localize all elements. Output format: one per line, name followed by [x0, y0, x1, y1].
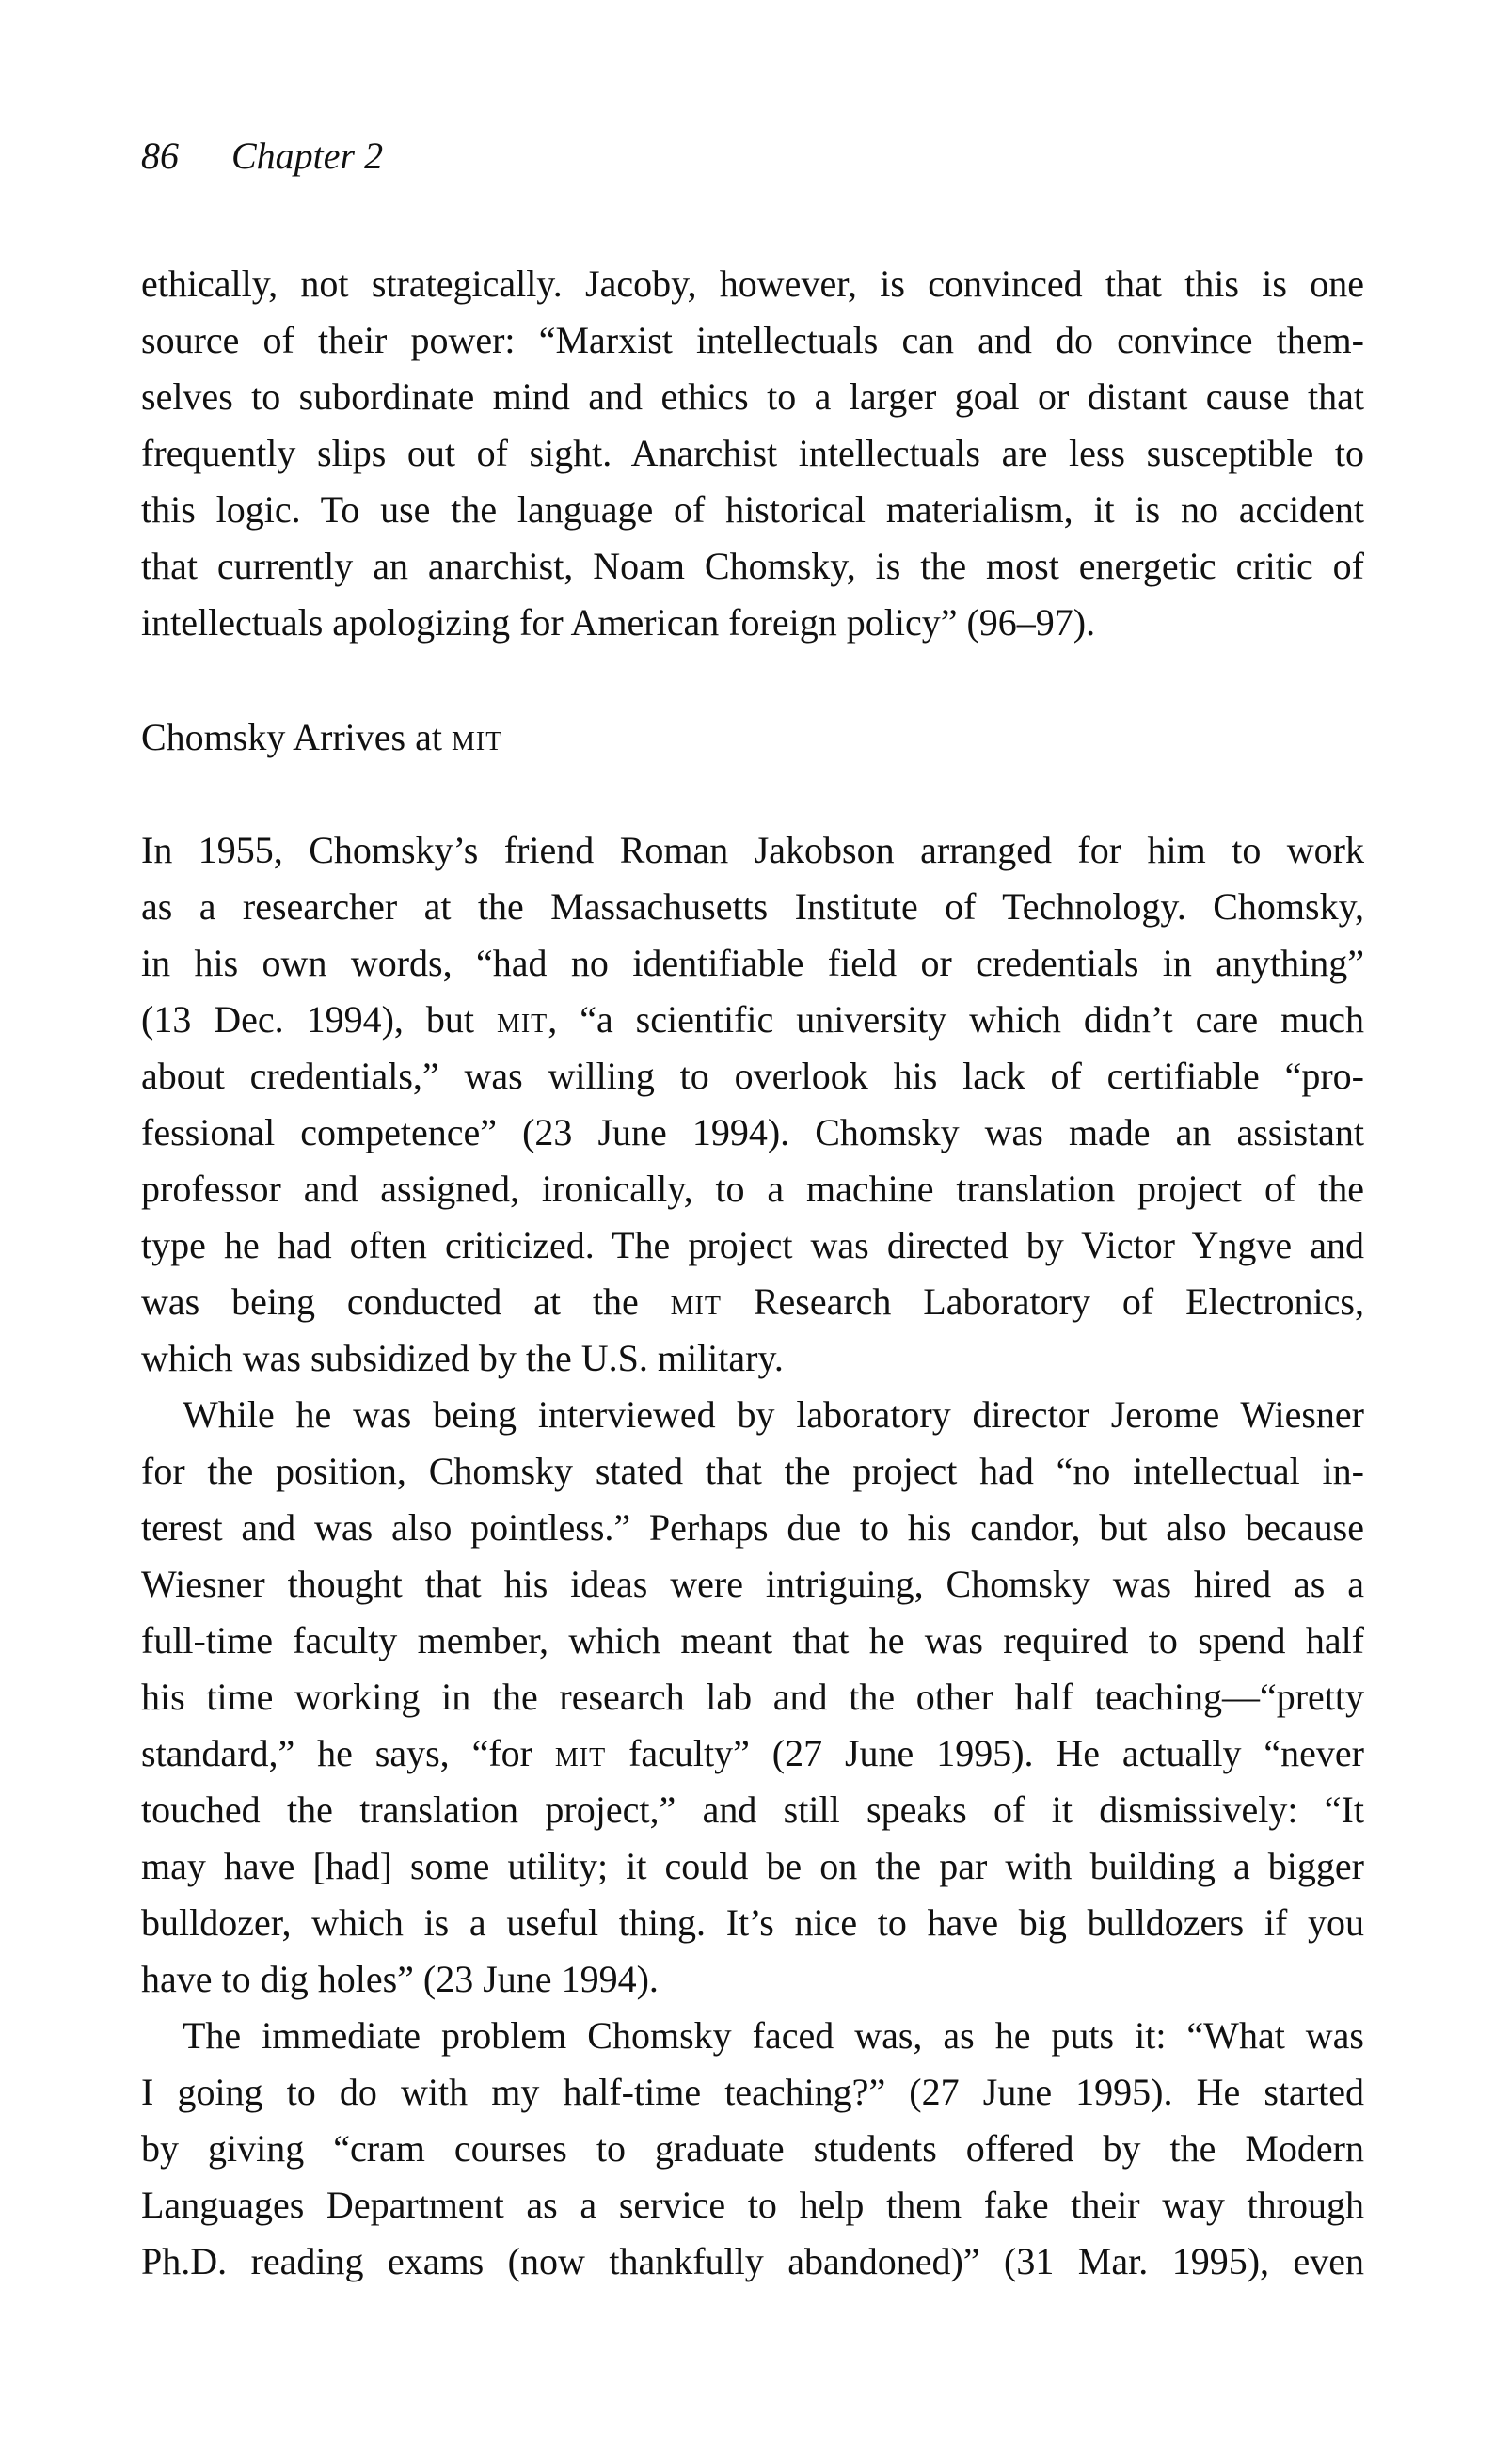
text-line: terest and was also pointless.” Perhaps due to his candor, but also because [141, 1506, 1364, 1549]
text-segment-smallcaps: mit [670, 1280, 722, 1323]
body-text [141, 256, 1364, 2290]
text-line: professor and assigned, ironically, to a machine translation project of the [141, 1168, 1364, 1210]
text-line: frequently slips out of sight. Anarchist intellectuals are less susceptible to [141, 432, 1364, 474]
text-line: full-time faculty member, which meant that he was required to spend half [141, 1619, 1364, 1661]
text-line: The immediate problem Chomsky faced was, as he puts it: “What was [183, 2014, 1364, 2057]
text-line: may have [had] some utility; it could be on the par with building a bigger [141, 1845, 1364, 1887]
text-line: bulldozer, which is a useful thing. It’s nice to have big bulldozers if you [141, 1901, 1364, 1944]
text-line: about credentials,” was willing to overlook his lack of certifiable “pro- [141, 1055, 1364, 1097]
text-segment: (13 Dec. 1994), but [141, 998, 497, 1041]
text-line: intellectuals apologizing for American foreign policy” (96–97). [141, 601, 1096, 644]
text-line: While he was being interviewed by laboratory director Jerome Wiesner [183, 1393, 1364, 1436]
text-line: Wiesner thought that his ideas were intriguing, Chomsky was hired as a [141, 1563, 1364, 1605]
text-line: that currently an anarchist, Noam Chomsky, is the most energetic critic of [141, 545, 1364, 587]
text-line: type he had often criticized. The project was directed by Victor Yngve and [141, 1224, 1364, 1266]
page-number: 86 [141, 135, 179, 177]
text-segment-smallcaps: mit [554, 1732, 607, 1774]
running-head [141, 134, 383, 179]
text-line [141, 992, 1364, 1048]
spacer [141, 766, 1364, 822]
text-segment: Research Laboratory of Electronics, [721, 1280, 1364, 1323]
text-line: for the position, Chomsky stated that the project had “no intellectual in- [141, 1450, 1364, 1492]
text-line: his time working in the research lab and the other half teaching—“pretty [141, 1676, 1364, 1718]
text-line: which was subsidized by the U.S. military. [141, 1337, 784, 1379]
paragraph-2 [141, 822, 1364, 1387]
text-segment: standard,” he says, “for [141, 1732, 555, 1774]
paragraph-4 [141, 2008, 1364, 2290]
text-line [141, 1274, 1364, 1330]
section-heading-text: Chomsky Arrives at [141, 716, 442, 758]
section-heading [141, 709, 1364, 766]
text-line: In 1955, Chomsky’s friend Roman Jakobson arranged for him to work [141, 829, 1364, 871]
text-line: ethically, not strategically. Jacoby, however, is convinced that this is one [141, 262, 1364, 305]
text-line: fessional competence” (23 June 1994). Chomsky was made an assistant [141, 1111, 1364, 1153]
text-line: as a researcher at the Massachusetts Institute of Technology. Chomsky, [141, 885, 1364, 928]
paragraph-1 [141, 256, 1364, 651]
text-line: selves to subordinate mind and ethics to a larger goal or distant cause that [141, 375, 1364, 418]
text-line: in his own words, “had no identifiable field or credentials in anything” [141, 942, 1364, 984]
text-line: this logic. To use the language of historical materialism, it is no accident [141, 488, 1364, 531]
chapter-title: Chapter 2 [231, 135, 384, 177]
text-segment: was being conducted at the [141, 1280, 671, 1323]
text-segment: , “a scientific university which didn’t care much [548, 998, 1364, 1041]
paragraph-3 [141, 1387, 1364, 2008]
text-line: by giving “cram courses to graduate students offered by the Modern [141, 2127, 1364, 2170]
text-segment-smallcaps: mit [496, 998, 548, 1041]
text-line: Languages Department as a service to help them fake their way through [141, 2184, 1364, 2226]
text-line: touched the translation project,” and still speaks of it dismissively: “It [141, 1788, 1364, 1831]
spacer [141, 651, 1364, 709]
text-line [141, 1725, 1364, 1782]
text-segment: faculty” (27 June 1995). He actually “never [606, 1732, 1365, 1774]
text-line: Ph.D. reading exams (now thankfully abandoned)” (31 Mar. 1995), even [141, 2240, 1364, 2282]
text-line: I going to do with my half-time teaching?” (27 June 1995). He started [141, 2071, 1364, 2113]
section-heading-smallcaps: mit [451, 716, 503, 758]
text-line: source of their power: “Marxist intellectuals can and do convince them- [141, 319, 1364, 361]
text-line: have to dig holes” (23 June 1994). [141, 1958, 659, 2000]
